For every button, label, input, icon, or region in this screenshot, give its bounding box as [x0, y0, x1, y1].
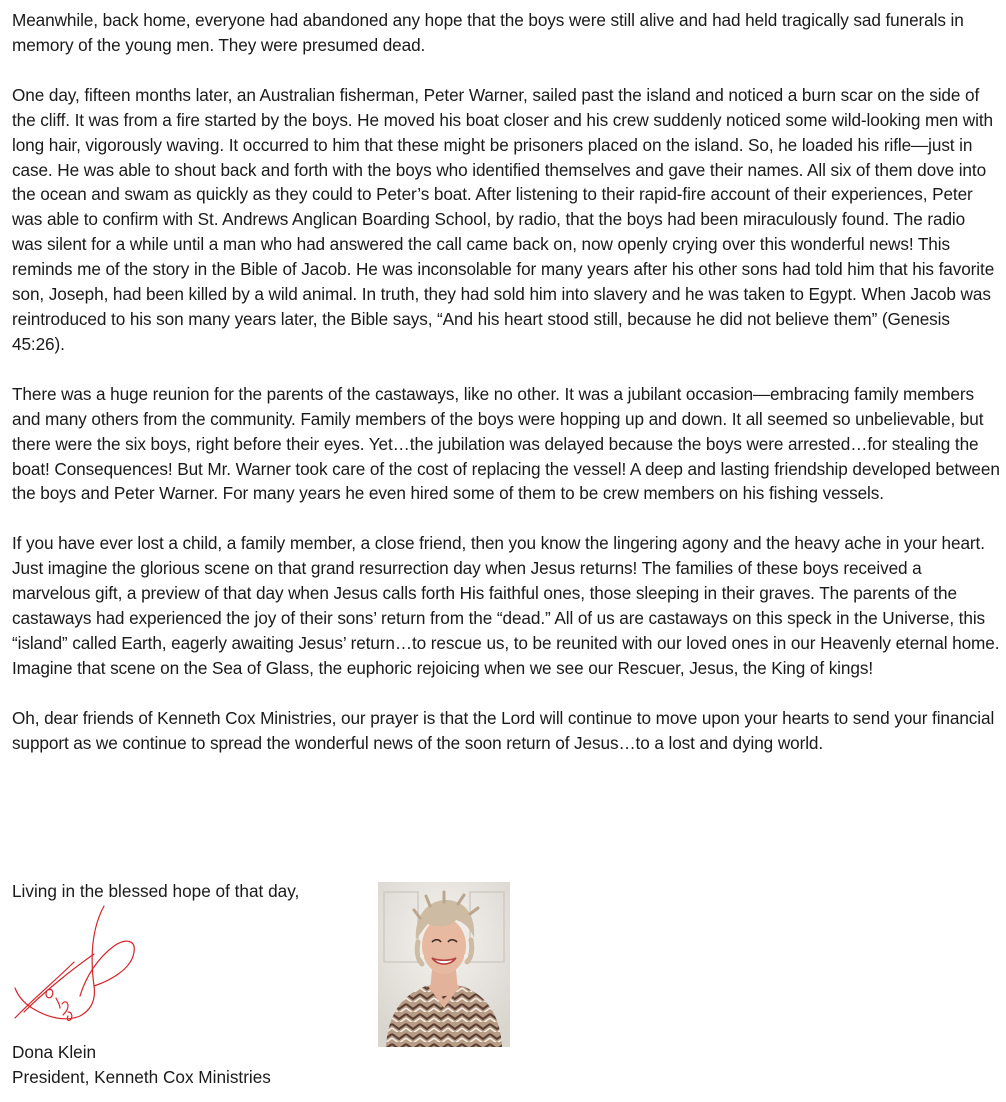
signer-portrait-photo	[378, 882, 510, 1047]
signer-block	[12, 1040, 271, 1090]
paragraph-castaways-presumed-dead: Meanwhile, back home, everyone had abandoned any hope that the boys were still alive and had held tragically sad funerals in memory of the young men. They were presumed dead.	[12, 10, 964, 55]
closing-line: Living in the blessed hope of that day,	[12, 881, 300, 901]
signer-title: President, Kenneth Cox Ministries	[12, 1066, 271, 1087]
paragraph-reunion: There was a huge reunion for the parents of the castaways, like no other. It was a jubilant occasion—embracing family members and many others from the community. Family members of the boys were hopping up and down. It all seemed so unbelievable, but there were the six boys, right before their eyes. Yet…the jubilation was delayed because the boys were arrested…for stealing the boat! Consequences! But Mr. Warner took care of the cost of replacing the vessel! A deep and lasting friendship developed between the boys and Peter Warner. For many years he even hired some of them to be crew members on his fishing vessels.	[12, 383, 1000, 504]
paragraph-resurrection-day: If you have ever lost a child, a family member, a close friend, then you know the lingering agony and the heavy ache in your heart. Just imagine the glorious scene on that grand resurrection day when Jesus returns! The families of these boys received a marvelous gift, a preview of that day when Jesus calls forth His faithful ones, those sleeping in their graves. The parents of the castaways had experienced the joy of their sons’ return from the “dead.” All of us are castaways on this speck in the Universe, this “island” called Earth, eagerly awaiting Jesus’ return…to rescue us, to be reunited with our loved ones in our Heavenly eternal home. Imagine that scene on the Sea of Glass, the euphoric rejoicing when we see our Rescuer, Jesus, the King of kings!	[12, 533, 1000, 678]
paragraph-rescue-by-peter-warner: One day, fifteen months later, an Australian fisherman, Peter Warner, sailed past the island and noticed a burn scar on the side of the cliff. It was from a fire started by the boys. He moved his boat closer and his crew suddenly noticed some wild-looking men with long hair, vigorously waving. It occurred to him that these might be prisoners placed on the island. So, he loaded his rifle—just in case. He was able to shout back and forth with the boys who identified themselves and gave their names. All six of them dove into the ocean and swam as quickly as they could to Peter’s boat. After listening to their rapid-fire account of their experiences, Peter was able to confirm with St. Andrews Anglican Boarding School, by radio, that the boys had been miraculously found. The radio was silent for a while until a man who had answered the call came back on, now openly crying over this wonderful news! This reminds me of the story in the Bible of Jacob. He was inconsolable for many years after his other sons had told him that his favorite son, Joseph, had been killed by a wild animal. In truth, they had sold him into slavery and he was taken to Egypt. When Jacob was reintroduced to his son many years later, the Bible says, “And his heart stood still, because he did not believe them” (Genesis 45:26).	[12, 84, 995, 354]
signer-name: Dona Klein	[12, 1042, 97, 1062]
portrait-illustration	[378, 882, 510, 1047]
paragraph-support-appeal: Oh, dear friends of Kenneth Cox Ministries, our prayer is that the Lord will continue to move upon your hearts to send your financial support as we continue to spread the wonderful news of the soon return of Jesus…to a lost and dying world.	[12, 707, 995, 753]
letter-body	[12, 8, 1000, 781]
handwritten-signature	[8, 900, 148, 1040]
